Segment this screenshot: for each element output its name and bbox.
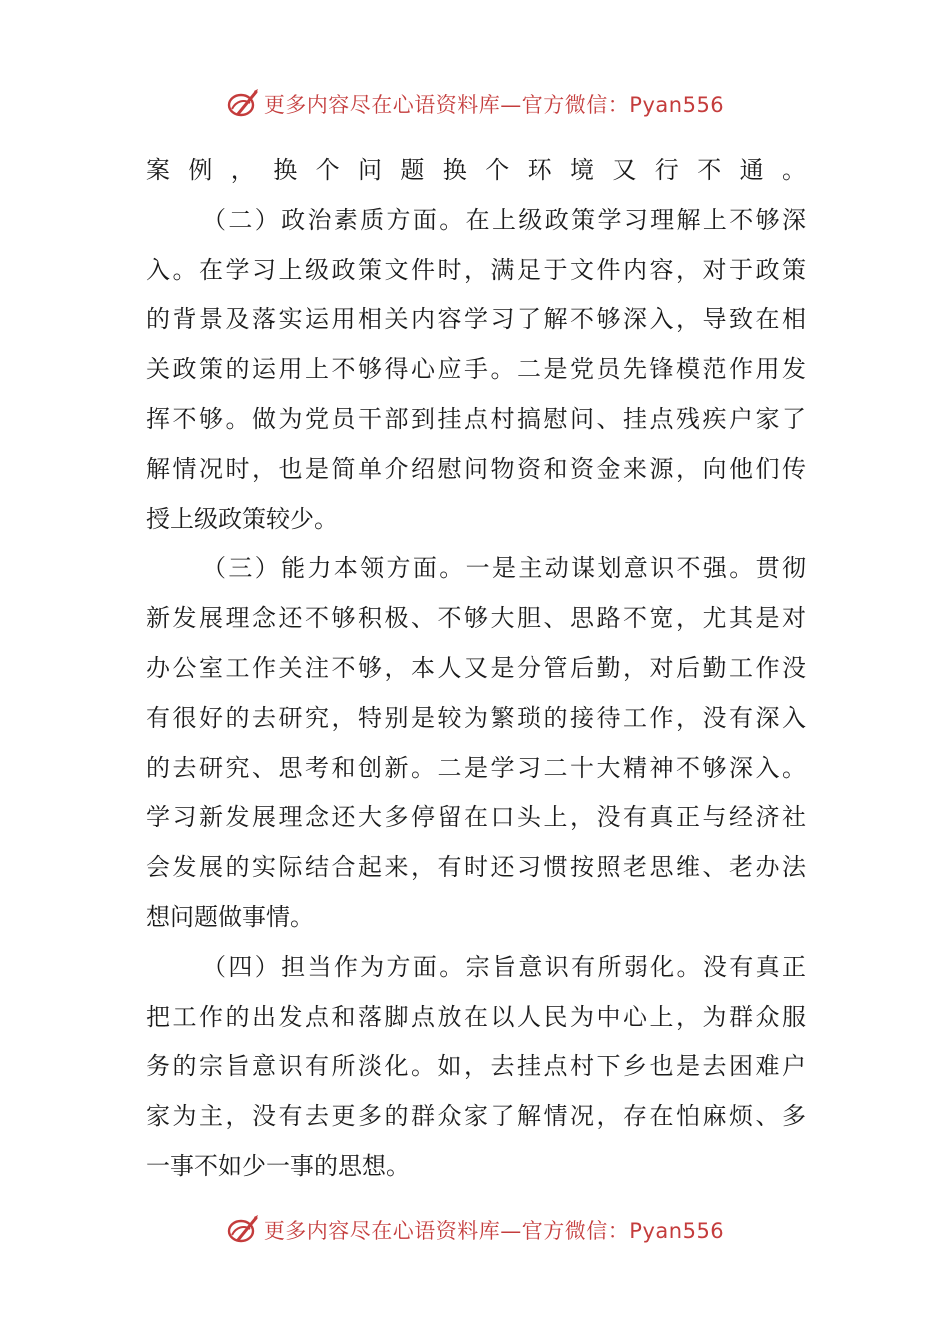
footer-watermark [0, 1210, 950, 1250]
text-line: 务的宗旨意识有所淡化。如，去挂点村下乡也是去困难户 [146, 1052, 806, 1081]
text-line: 挥不够。做为党员干部到挂点村搞慰问、挂点残疾户家了 [146, 404, 806, 433]
text-line: 学习新发展理念还大多停留在口头上，没有真正与经济社 [146, 803, 806, 832]
text-line: 把工作的出发点和落脚点放在以人民为中心上，为群众服 [146, 1002, 806, 1031]
text-line: 入。在学习上级政策文件时，满足于文件内容，对于政策 [146, 255, 806, 284]
pen-scribble-icon [226, 1213, 260, 1247]
header-watermark [0, 84, 950, 124]
watermark-text: 更多内容尽在心语资料库—官方微信：Pyan556 [263, 1219, 725, 1243]
text-line: 办公室工作关注不够，本人又是分管后勤，对后勤工作没 [146, 653, 806, 682]
text-line: 案例，换个问题换个环境又行不通。 [146, 156, 806, 184]
paragraph-3-line-1: （三）能力本领方面。一是主动谋划意识不强。贯彻 [202, 554, 806, 583]
text-line: 想问题做事情。 [146, 902, 314, 931]
text-line: 一事不如少一事的思想。 [146, 1151, 410, 1180]
text-line: 的去研究、思考和创新。二是学习二十大精神不够深入。 [146, 753, 806, 782]
text-line: 解情况时，也是简单介绍慰问物资和资金来源，向他们传 [146, 454, 806, 483]
text-line: 会发展的实际结合起来，有时还习惯按照老思维、老办法 [146, 853, 806, 882]
text-line: 的背景及落实运用相关内容学习了解不够深入，导致在相 [146, 305, 806, 334]
watermark-text: 更多内容尽在心语资料库—官方微信：Pyan556 [263, 93, 725, 117]
paragraph-4-line-1: （四）担当作为方面。宗旨意识有所弱化。没有真正 [202, 952, 806, 981]
paragraph-2-line-1: （二）政治素质方面。在上级政策学习理解上不够深 [202, 205, 806, 234]
text-line: 家为主，没有去更多的群众家了解情况，存在怕麻烦、多 [146, 1102, 806, 1131]
text-line: 有很好的去研究，特别是较为繁琐的接待工作，没有深入 [146, 703, 806, 732]
pen-scribble-icon [226, 87, 260, 121]
document-body [146, 146, 806, 1192]
text-line: 关政策的运用上不够得心应手。二是党员先锋模范作用发 [146, 355, 806, 384]
text-line: 授上级政策较少。 [146, 504, 338, 533]
text-line: 新发展理念还不够积极、不够大胆、思路不宽，尤其是对 [146, 604, 806, 633]
